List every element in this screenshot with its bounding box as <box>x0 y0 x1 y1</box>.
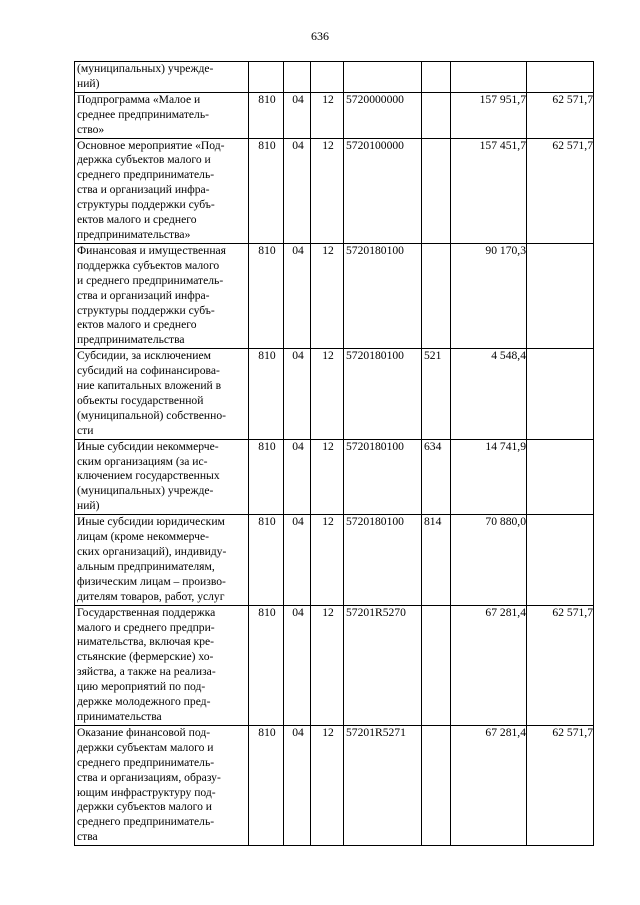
section-cell: 04 <box>284 515 311 605</box>
item-name-line: среднего предприниматель- <box>77 815 215 829</box>
section-cell: 04 <box>284 439 311 515</box>
expense-type-cell <box>422 243 451 348</box>
table-row <box>75 138 594 243</box>
subsection-cell <box>311 62 344 93</box>
item-name-line: ектов малого и среднего <box>77 318 197 332</box>
item-name-line: Государственная поддержка <box>77 605 216 619</box>
subsection-cell: 12 <box>311 605 344 725</box>
amount-1-cell: 4 548,4 <box>451 349 527 439</box>
item-name-line: Субсидии, за исключением <box>77 349 211 363</box>
table-row <box>75 62 594 93</box>
subsection-cell: 12 <box>311 725 344 845</box>
target-article-cell: 5720180100 <box>344 439 422 515</box>
amount-2-cell <box>527 515 594 605</box>
item-name-line: среднее предприниматель- <box>77 107 209 121</box>
target-article-cell: 5720180100 <box>344 515 422 605</box>
page-number: 636 <box>311 29 329 43</box>
subsection-cell: 12 <box>311 243 344 348</box>
table-row <box>75 515 594 605</box>
item-name-cell <box>75 439 249 515</box>
item-name-cell <box>75 62 249 93</box>
item-name-line: структуры поддержки субъ- <box>77 198 215 212</box>
amount-1-cell: 14 741,9 <box>451 439 527 515</box>
grbs-cell: 810 <box>249 515 284 605</box>
item-name-line: нимательства, включая кре- <box>77 635 215 649</box>
amount-2-cell: 62 571,7 <box>527 725 594 845</box>
item-name-line: ства <box>77 830 98 844</box>
table-row <box>75 243 594 348</box>
grbs-cell: 810 <box>249 349 284 439</box>
target-article-cell: 57201R5271 <box>344 725 422 845</box>
item-name-line: ний) <box>77 499 100 513</box>
item-name-line: зяйства, а также на реализа- <box>77 665 216 679</box>
subsection-cell: 12 <box>311 138 344 243</box>
item-name-cell <box>75 138 249 243</box>
amount-2-cell <box>527 62 594 93</box>
section-cell: 04 <box>284 605 311 725</box>
grbs-cell: 810 <box>249 243 284 348</box>
expense-type-cell <box>422 92 451 138</box>
expense-type-cell <box>422 62 451 93</box>
target-article-cell: 5720180100 <box>344 243 422 348</box>
item-name-line: Иные субсидии юридическим <box>77 515 225 529</box>
grbs-cell: 810 <box>249 605 284 725</box>
amount-1-cell: 70 880,0 <box>451 515 527 605</box>
item-name-line: и среднего предприниматель- <box>77 273 224 287</box>
table-row <box>75 439 594 515</box>
table-row <box>75 92 594 138</box>
amount-1-cell: 157 951,7 <box>451 92 527 138</box>
item-name-line: ющим инфраструктуру под- <box>77 785 216 799</box>
grbs-cell: 810 <box>249 439 284 515</box>
expense-type-cell: 634 <box>422 439 451 515</box>
target-article-cell: 5720000000 <box>344 92 422 138</box>
section-cell: 04 <box>284 349 311 439</box>
amount-1-cell: 90 170,3 <box>451 243 527 348</box>
item-name-line: ний) <box>77 76 100 90</box>
amount-1-cell: 67 281,4 <box>451 605 527 725</box>
item-name-cell <box>75 605 249 725</box>
amount-2-cell <box>527 439 594 515</box>
item-name-line: держке молодежного пред- <box>77 695 211 709</box>
grbs-cell: 810 <box>249 138 284 243</box>
item-name-line: Оказание финансовой под- <box>77 725 211 739</box>
item-name-cell <box>75 725 249 845</box>
table-row <box>75 605 594 725</box>
item-name-cell <box>75 92 249 138</box>
section-cell <box>284 62 311 93</box>
item-name-line: структуры поддержки субъ- <box>77 303 215 317</box>
item-name-line: ства и организаций инфра- <box>77 288 210 302</box>
budget-table <box>74 61 594 846</box>
item-name-line: Подпрограмма «Малое и <box>77 92 201 106</box>
item-name-line: физическим лицам – произво- <box>77 574 226 588</box>
target-article-cell: 5720100000 <box>344 138 422 243</box>
amount-2-cell: 62 571,7 <box>527 605 594 725</box>
item-name-line: Иные субсидии некоммерче- <box>77 439 219 453</box>
amount-2-cell: 62 571,7 <box>527 138 594 243</box>
item-name-line: цию мероприятий по под- <box>77 680 206 694</box>
section-cell: 04 <box>284 243 311 348</box>
item-name-line: (муниципальной) собственно- <box>77 408 226 422</box>
subsection-cell: 12 <box>311 349 344 439</box>
item-name-line: ства и организациям, образу- <box>77 770 221 784</box>
item-name-line: ключением государственных <box>77 469 220 483</box>
subsection-cell: 12 <box>311 92 344 138</box>
item-name-line: ства и организаций инфра- <box>77 183 210 197</box>
item-name-line: ских организаций), индивиду- <box>77 545 227 558</box>
item-name-line: держки субъектов малого и <box>77 800 212 814</box>
item-name-cell <box>75 349 249 439</box>
item-name-line: среднего предприниматель- <box>77 168 215 182</box>
amount-1-cell: 67 281,4 <box>451 725 527 845</box>
item-name-line: предпринимательства <box>77 333 185 347</box>
item-name-line: (муниципальных) учрежде- <box>77 484 214 498</box>
item-name-line: альным предпринимателям, <box>77 559 215 573</box>
amount-1-cell: 157 451,7 <box>451 138 527 243</box>
item-name-line: субсидий на софинансирова- <box>77 364 220 378</box>
expense-type-cell <box>422 725 451 845</box>
table-body <box>75 62 594 846</box>
item-name-line: Основное мероприятие «Под- <box>77 138 225 152</box>
item-name-line: принимательства <box>77 709 162 723</box>
expense-type-cell: 521 <box>422 349 451 439</box>
item-name-line: сти <box>77 423 94 437</box>
item-name-line: держка субъектов малого и <box>77 153 211 167</box>
item-name-line: Финансовая и имущественная <box>77 243 227 257</box>
target-article-cell <box>344 62 422 93</box>
grbs-cell <box>249 62 284 93</box>
amount-2-cell: 62 571,7 <box>527 92 594 138</box>
item-name-cell <box>75 243 249 348</box>
item-name-line: ние капитальных вложений в <box>77 379 222 393</box>
target-article-cell: 57201R5270 <box>344 605 422 725</box>
expense-type-cell: 814 <box>422 515 451 605</box>
grbs-cell: 810 <box>249 92 284 138</box>
amount-1-cell <box>451 62 527 93</box>
table-row <box>75 725 594 845</box>
item-name-line: ским организациям (за ис- <box>77 454 208 468</box>
section-cell: 04 <box>284 138 311 243</box>
subsection-cell: 12 <box>311 515 344 605</box>
item-name-line: предпринимательства» <box>77 227 191 241</box>
item-name-line: (муниципальных) учрежде- <box>77 62 214 75</box>
item-name-line: стьянские (фермерские) хо- <box>77 650 214 664</box>
item-name-line: ство» <box>77 122 105 136</box>
table-row <box>75 349 594 439</box>
item-name-line: лицам (кроме некоммерче- <box>77 530 209 544</box>
section-cell: 04 <box>284 92 311 138</box>
amount-2-cell <box>527 349 594 439</box>
item-name-line: ектов малого и среднего <box>77 213 197 227</box>
item-name-line: поддержка субъектов малого <box>77 258 220 272</box>
item-name-line: среднего предприниматель- <box>77 755 215 769</box>
item-name-line: объекты государственной <box>77 393 204 407</box>
item-name-line: малого и среднего предпри- <box>77 620 215 634</box>
target-article-cell: 5720180100 <box>344 349 422 439</box>
expense-type-cell <box>422 138 451 243</box>
subsection-cell: 12 <box>311 439 344 515</box>
item-name-cell <box>75 515 249 605</box>
item-name-line: дителям товаров, работ, услуг <box>77 589 225 603</box>
expense-type-cell <box>422 605 451 725</box>
grbs-cell: 810 <box>249 725 284 845</box>
item-name-line: держки субъектам малого и <box>77 740 214 754</box>
amount-2-cell <box>527 243 594 348</box>
section-cell: 04 <box>284 725 311 845</box>
